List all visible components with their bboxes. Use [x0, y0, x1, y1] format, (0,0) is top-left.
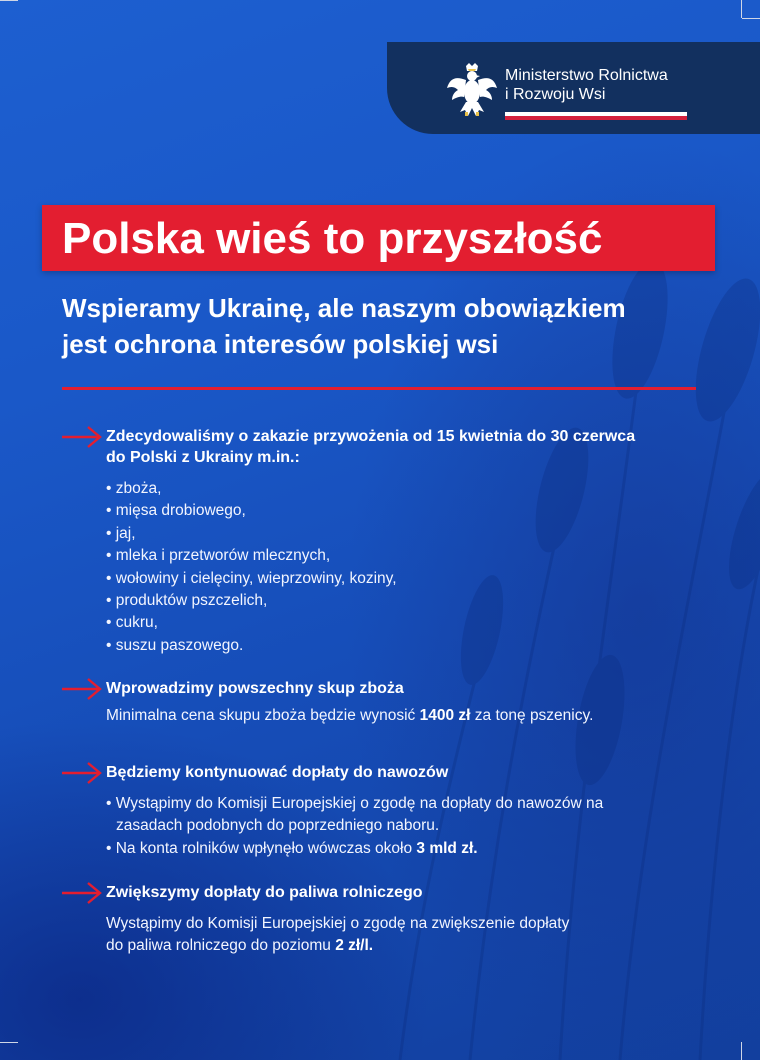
- body-text: za tonę pszenicy.: [470, 707, 594, 724]
- fertilizer-list: [106, 793, 666, 860]
- flag-red-stripe: [505, 116, 687, 120]
- list-item: • produktów pszczelich,: [106, 590, 712, 612]
- list-item: • suszu paszowego.: [106, 635, 712, 657]
- list-item: [106, 838, 666, 860]
- list-item: • wołowiny i cielęciny, wieprzowiny, koziny,: [106, 568, 712, 590]
- body-text: do paliwa rolniczego do poziomu: [106, 937, 336, 955]
- list-item: • jaj,: [106, 523, 712, 545]
- subtitle-line1: Wspieramy Ukrainę, ale naszym obowiązkiem: [62, 293, 626, 323]
- section-body: [106, 913, 712, 958]
- arrow-right-icon: [62, 426, 102, 448]
- section-heading: [106, 426, 712, 468]
- section-body: [106, 705, 712, 727]
- list-item: • mięsa drobiowego,: [106, 500, 712, 522]
- crop-mark: [742, 18, 760, 19]
- price-value: 1400 zł: [419, 707, 471, 724]
- title-banner: [42, 205, 715, 271]
- banned-products-list: [106, 478, 712, 657]
- section-fertilizer-subsidies: [62, 762, 712, 860]
- section-heading-line2: do Polski z Ukrainy m.in.:: [106, 449, 300, 466]
- subtitle-line2: jest ochrona interesów polskiej wsi: [62, 329, 499, 359]
- crop-mark: [741, 0, 742, 18]
- section-heading: Będziemy kontynuować dopłaty do nawozów: [106, 764, 449, 781]
- ministry-name-line2: i Rozwoju Wsi: [505, 86, 606, 103]
- polish-eagle-emblem-icon: [446, 62, 498, 118]
- arrow-right-icon: [62, 678, 102, 700]
- arrow-right-icon: [62, 762, 102, 784]
- list-item: • zboża,: [106, 478, 712, 500]
- section-fuel-subsidies: [62, 882, 712, 958]
- section-heading: Zwiększymy dopłaty do paliwa rolniczego: [106, 884, 423, 901]
- crop-mark: [741, 1042, 742, 1060]
- section-heading-line1: Zdecydowaliśmy o zakazie przywożenia od 15 kwietnia do 30 czerwca: [106, 428, 636, 445]
- page-title: Polska wieś to przyszłość: [62, 214, 603, 263]
- polish-flag-stripe: [505, 112, 687, 120]
- section-heading: Wprowadzimy powszechny skup zboża: [106, 680, 404, 697]
- body-text: Na konta rolników wpłynęło wówczas około: [115, 839, 417, 857]
- crop-mark: [0, 0, 18, 1]
- amount-value: 3 mld zł.: [416, 839, 478, 857]
- red-divider: [62, 387, 696, 390]
- list-item: • mleka i przetworów mlecznych,: [106, 545, 712, 567]
- list-item: • Wystąpimy do Komisji Europejskiej o zgodę na dopłaty do nawozów na zasadach podobnych do poprzedniego naboru.: [106, 793, 666, 838]
- body-text: Minimalna cena skupu zboża będzie wynosić: [106, 707, 420, 724]
- body-text: Wystąpimy do Komisji Europejskiej o zgodę na zwiększenie dopłaty: [106, 915, 570, 932]
- arrow-right-icon: [62, 882, 102, 904]
- ministry-name-line1: Ministerstwo Rolnictwa: [505, 67, 668, 84]
- section-import-ban: [62, 426, 712, 657]
- list-item: • cukru,: [106, 612, 712, 634]
- crop-mark: [0, 1042, 18, 1043]
- ministry-name: [505, 66, 668, 104]
- rate-value: 2 zł/l.: [335, 937, 374, 955]
- subtitle: [62, 290, 722, 362]
- section-grain-purchase: [62, 678, 712, 727]
